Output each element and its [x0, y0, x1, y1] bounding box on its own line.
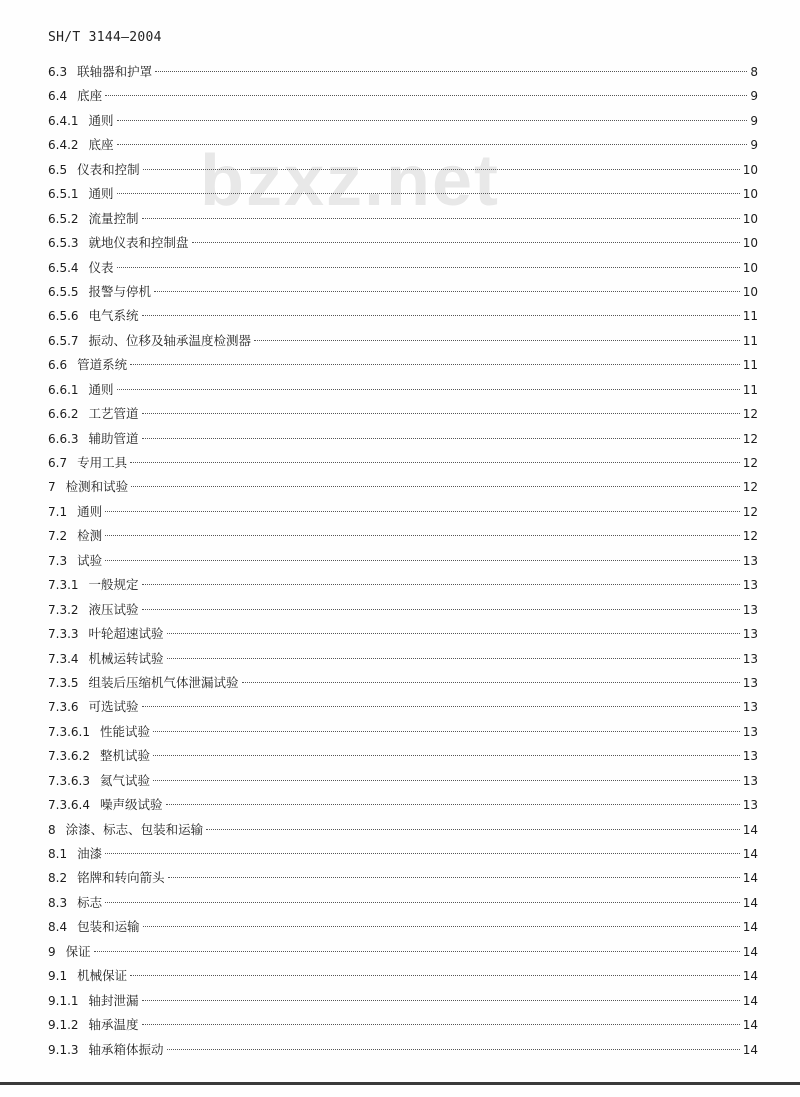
toc-entry[interactable] [48, 477, 758, 501]
toc-entry-page: 14 [742, 969, 758, 984]
toc-entry-number: 6.5.7 [48, 333, 79, 348]
toc-dot-leader [105, 95, 747, 96]
toc-dot-leader [105, 511, 740, 512]
toc-dot-leader [167, 1049, 740, 1050]
toc-dot-leader [142, 584, 740, 585]
toc-dot-leader [142, 1000, 740, 1001]
toc-entry-number: 7.3.6 [48, 700, 79, 715]
toc-entry-title: 专用工具 [77, 455, 128, 470]
toc-entry-page: 14 [742, 895, 758, 910]
toc-entry-page: 9 [750, 138, 758, 153]
toc-entry-page: 12 [742, 480, 758, 495]
toc-entry-number: 7.3.6.1 [48, 724, 90, 739]
toc-entry-title: 仪表和控制 [77, 161, 140, 177]
watermark: bzxz.net [200, 141, 501, 221]
toc-entry[interactable] [48, 404, 758, 428]
toc-entry-page: 13 [742, 724, 758, 739]
toc-dot-leader [130, 975, 740, 976]
toc-entry-page: 11 [742, 382, 758, 397]
toc-entry[interactable] [48, 429, 758, 453]
toc-entry-number: 7.2 [48, 529, 68, 544]
toc-entry-number: 7.3 [48, 553, 68, 568]
toc-entry-number: 6.5.2 [48, 211, 79, 226]
toc-dot-leader [142, 609, 740, 610]
toc-entry[interactable] [48, 893, 758, 917]
toc-dot-leader [105, 560, 740, 561]
toc-entry-title: 轴封泄漏 [88, 992, 139, 1008]
toc-entry-number: 9.1 [48, 969, 68, 984]
toc-entry[interactable] [48, 673, 758, 697]
table-of-contents [48, 62, 758, 1064]
toc-entry-title: 组装后压缩机气体泄漏试验 [88, 674, 239, 690]
toc-entry-page: 12 [742, 456, 758, 470]
toc-entry[interactable] [48, 649, 758, 673]
toc-entry-number: 6.4.1 [48, 113, 79, 128]
footer-rule [0, 1082, 800, 1085]
toc-entry-page: 13 [742, 651, 758, 666]
toc-dot-leader [155, 71, 747, 72]
toc-dot-leader [142, 413, 740, 414]
toc-dot-leader [130, 364, 740, 365]
toc-entry-title: 振动、位移及轴承温度检测器 [88, 332, 252, 348]
toc-entry-number: 7 [48, 480, 56, 495]
toc-entry-page: 14 [742, 1042, 758, 1057]
toc-entry[interactable] [48, 306, 758, 330]
toc-dot-leader [254, 340, 740, 341]
toc-dot-leader [153, 731, 740, 732]
toc-dot-leader [167, 658, 740, 659]
toc-entry[interactable] [48, 600, 758, 624]
toc-dot-leader [154, 291, 740, 292]
toc-entry-title: 通则 [88, 112, 114, 128]
toc-entry[interactable] [48, 868, 758, 892]
toc-entry-title: 报警与停机 [88, 283, 152, 299]
toc-entry-page: 14 [742, 944, 758, 959]
toc-entry[interactable] [48, 820, 758, 844]
toc-entry-number: 8.4 [48, 920, 68, 935]
toc-entry-page: 13 [742, 749, 758, 764]
toc-entry-page: 13 [742, 773, 758, 788]
toc-entry[interactable] [48, 1040, 758, 1064]
toc-entry-number: 8 [48, 822, 56, 837]
toc-dot-leader [153, 780, 740, 781]
toc-entry-title: 通则 [77, 503, 103, 519]
toc-entry[interactable] [48, 331, 758, 355]
toc-entry-title: 机械运转试验 [88, 650, 164, 666]
toc-entry-title: 底座 [88, 137, 114, 153]
toc-dot-leader [142, 706, 740, 707]
toc-entry-title: 机械保证 [77, 968, 128, 984]
toc-entry[interactable] [48, 966, 758, 990]
toc-entry-page: 13 [742, 627, 758, 642]
toc-entry-number: 7.3.6.3 [48, 773, 90, 788]
toc-entry-page: 11 [742, 309, 758, 324]
toc-entry-page: 14 [742, 993, 758, 1008]
toc-dot-leader [130, 462, 740, 463]
toc-dot-leader [143, 169, 740, 170]
toc-entry-title: 管道系统 [77, 357, 128, 373]
toc-entry[interactable] [48, 86, 758, 110]
toc-entry[interactable] [48, 624, 758, 648]
toc-entry-page: 13 [742, 798, 758, 813]
toc-entry-number: 9.1.1 [48, 993, 79, 1008]
toc-dot-leader [142, 438, 740, 439]
toc-entry-title: 试验 [77, 552, 103, 568]
toc-entry-page: 9 [750, 113, 758, 128]
toc-entry-page: 14 [742, 920, 758, 935]
toc-entry-page: 11 [742, 333, 758, 348]
toc-entry-title: 仪表 [88, 259, 114, 275]
toc-dot-leader [105, 853, 740, 854]
toc-entry-number: 6.4.2 [48, 138, 79, 153]
toc-entry-number: 6.5.1 [48, 187, 79, 202]
toc-entry[interactable] [48, 111, 758, 135]
toc-entry-title: 工艺管道 [88, 406, 139, 422]
toc-dot-leader [105, 902, 740, 903]
toc-entry-page: 13 [742, 675, 758, 690]
toc-entry[interactable] [48, 160, 758, 184]
toc-entry-number: 6.6.2 [48, 407, 79, 422]
toc-entry-title: 叶轮超速试验 [88, 626, 164, 642]
toc-dot-leader [94, 951, 740, 952]
toc-entry-number: 7.3.6.4 [48, 798, 90, 813]
toc-entry-title: 铭牌和转向箭头 [77, 870, 165, 886]
toc-entry[interactable] [48, 746, 758, 770]
toc-entry-page: 13 [742, 602, 758, 617]
toc-entry-page: 14 [742, 1018, 758, 1033]
toc-entry-number: 7.1 [48, 504, 68, 519]
toc-entry[interactable] [48, 258, 758, 282]
toc-entry-page: 13 [742, 578, 758, 593]
toc-entry-title: 通则 [88, 186, 114, 202]
toc-entry-title: 底座 [77, 88, 103, 104]
toc-entry-number: 6.3 [48, 65, 68, 79]
toc-entry-page: 12 [742, 407, 758, 422]
toc-entry-page: 10 [742, 284, 758, 299]
toc-dot-leader [117, 144, 748, 145]
toc-entry-page: 14 [742, 822, 758, 837]
toc-entry-number: 7.3.4 [48, 651, 79, 666]
toc-entry-title: 液压试验 [88, 601, 139, 617]
toc-entry[interactable] [48, 380, 758, 404]
toc-entry-page: 13 [742, 553, 758, 568]
toc-entry-number: 6.5.3 [48, 236, 79, 251]
toc-entry[interactable] [48, 233, 758, 257]
toc-entry-page: 8 [750, 65, 758, 79]
toc-entry-number: 7.3.6.2 [48, 749, 90, 764]
toc-entry-page: 14 [742, 871, 758, 886]
toc-entry[interactable] [48, 502, 758, 526]
toc-dot-leader [117, 120, 748, 121]
toc-entry-number: 9 [48, 944, 56, 959]
toc-entry-title: 涂漆、标志、包装和运输 [65, 821, 204, 837]
toc-entry-title: 轴承箱体振动 [88, 1041, 164, 1057]
toc-entry-title: 保证 [65, 943, 91, 959]
toc-entry[interactable] [48, 551, 758, 575]
toc-entry[interactable] [48, 795, 758, 819]
toc-entry[interactable] [48, 771, 758, 795]
toc-entry-title: 联轴器和护罩 [77, 64, 153, 79]
toc-entry-page: 10 [742, 162, 758, 177]
toc-entry-number: 8.2 [48, 871, 68, 886]
toc-dot-leader [192, 242, 740, 243]
toc-entry-number: 6.7 [48, 456, 68, 470]
toc-entry[interactable] [48, 917, 758, 941]
toc-entry-page: 13 [742, 700, 758, 715]
toc-entry-page: 9 [750, 89, 758, 104]
toc-dot-leader [117, 193, 740, 194]
toc-entry-title: 整机试验 [99, 748, 150, 764]
toc-entry-title: 通则 [88, 381, 114, 397]
toc-entry-number: 9.1.3 [48, 1042, 79, 1057]
toc-entry-title: 可选试验 [88, 699, 139, 715]
toc-dot-leader [242, 682, 740, 683]
toc-entry[interactable] [48, 575, 758, 599]
toc-dot-leader [142, 1024, 740, 1025]
toc-entry-title: 性能试验 [99, 723, 150, 739]
toc-entry-title: 检测和试验 [65, 479, 129, 495]
toc-dot-leader [105, 535, 740, 536]
toc-dot-leader [142, 315, 740, 316]
toc-entry[interactable] [48, 282, 758, 306]
toc-entry-number: 9.1.2 [48, 1018, 79, 1033]
toc-entry[interactable] [48, 209, 758, 233]
toc-entry[interactable] [48, 453, 758, 477]
toc-entry-title: 流量控制 [88, 210, 139, 226]
toc-entry-page: 10 [742, 211, 758, 226]
toc-entry[interactable] [48, 135, 758, 159]
toc-entry-title: 轴承温度 [88, 1017, 139, 1033]
toc-entry[interactable] [48, 942, 758, 966]
toc-dot-leader [206, 829, 740, 830]
toc-entry-number: 7.3.1 [48, 578, 79, 593]
toc-entry-number: 7.3.2 [48, 602, 79, 617]
toc-entry-title: 电气系统 [88, 308, 139, 324]
toc-dot-leader [117, 267, 740, 268]
toc-entry-number: 6.6 [48, 358, 68, 373]
toc-entry-number: 7.3.5 [48, 675, 79, 690]
toc-entry[interactable] [48, 722, 758, 746]
toc-entry[interactable] [48, 526, 758, 550]
toc-entry-title: 就地仪表和控制盘 [88, 235, 189, 251]
toc-dot-leader [143, 926, 740, 927]
toc-entry-title: 标志 [77, 894, 103, 910]
toc-entry-title: 氦气试验 [99, 772, 150, 788]
toc-dot-leader [131, 486, 740, 487]
toc-entry-number: 8.3 [48, 895, 68, 910]
toc-entry-number: 7.3.3 [48, 627, 79, 642]
toc-entry-number: 6.5.5 [48, 284, 79, 299]
toc-entry-number: 6.5 [48, 162, 68, 177]
toc-entry[interactable] [48, 697, 758, 721]
toc-entry-page: 12 [742, 529, 758, 544]
toc-entry-page: 10 [742, 236, 758, 251]
toc-entry-title: 辅助管道 [88, 430, 139, 446]
toc-dot-leader [153, 755, 740, 756]
toc-entry-page: 12 [742, 431, 758, 446]
toc-dot-leader [168, 877, 740, 878]
toc-entry-number: 6.6.3 [48, 431, 79, 446]
toc-entry-number: 6.5.6 [48, 309, 79, 324]
toc-entry-title: 油漆 [77, 846, 103, 861]
toc-entry-title: 检测 [77, 528, 103, 544]
toc-entry-page: 10 [742, 260, 758, 275]
toc-entry-page: 11 [742, 358, 758, 373]
toc-entry-title: 噪声级试验 [99, 797, 163, 813]
toc-entry-page: 10 [742, 187, 758, 202]
toc-dot-leader [142, 218, 740, 219]
toc-entry-number: 8.1 [48, 847, 68, 861]
toc-entry-title: 一般规定 [88, 577, 139, 593]
toc-dot-leader [117, 389, 740, 390]
toc-entry[interactable] [48, 1015, 758, 1039]
toc-entry-number: 6.4 [48, 89, 68, 104]
toc-entry-page: 14 [742, 847, 758, 861]
toc-entry[interactable] [48, 355, 758, 379]
toc-entry[interactable] [48, 844, 758, 868]
toc-entry[interactable] [48, 991, 758, 1015]
toc-entry-number: 6.5.4 [48, 260, 79, 275]
toc-entry-page: 12 [742, 504, 758, 519]
toc-entry[interactable] [48, 62, 758, 86]
toc-entry[interactable] [48, 184, 758, 208]
toc-dot-leader [166, 804, 740, 805]
toc-dot-leader [167, 633, 740, 634]
standard-code-header: SH/T 3144—2004 [48, 30, 162, 45]
toc-entry-number: 6.6.1 [48, 382, 79, 397]
toc-entry-title: 包装和运输 [77, 919, 140, 935]
